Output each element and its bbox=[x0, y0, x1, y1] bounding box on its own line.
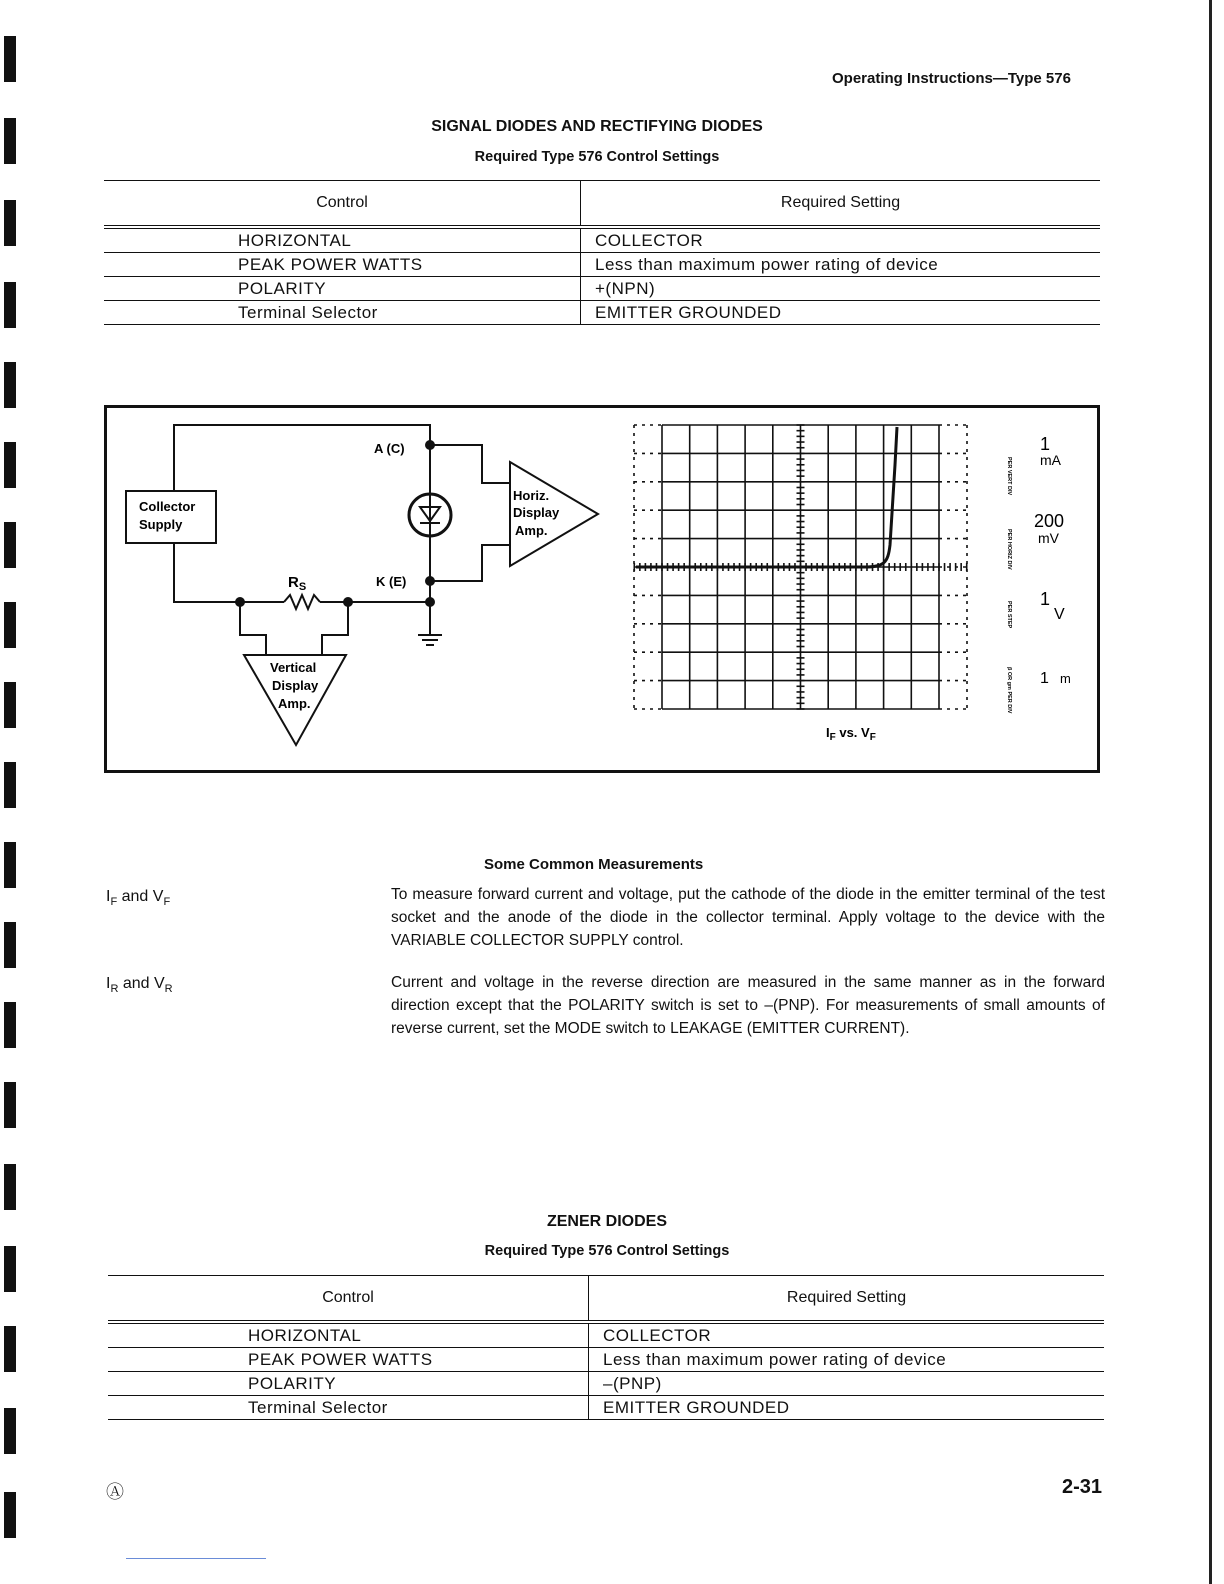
section-subtitle: Required Type 576 Control Settings bbox=[484, 1243, 730, 1259]
publisher-logo: Ⓐ bbox=[106, 1482, 124, 1502]
measurement-description: Current and voltage in the reverse direction are measured in the same manner as in the forward direction except that the POLARITY switch is set to –(PNP). For measurements of small amounts of reverse current, set the MODE switch to LEAKAGE (EMITTER CURRENT). bbox=[391, 974, 1105, 1037]
setting-cell: Less than maximum power rating of device bbox=[581, 253, 1101, 277]
table-row bbox=[104, 301, 1100, 325]
control-settings-table bbox=[104, 180, 1100, 325]
readout-unit: V bbox=[1054, 606, 1065, 623]
vertical-amp-label: Vertical bbox=[270, 660, 317, 675]
setting-cell: COLLECTOR bbox=[589, 1322, 1105, 1348]
section-subtitle: Required Type 576 Control Settings bbox=[474, 149, 720, 165]
control-cell: HORIZONTAL bbox=[108, 1322, 589, 1348]
footer-rule bbox=[126, 1558, 266, 1559]
measurement-label: $I_F$ and $V_F$ bbox=[106, 888, 171, 909]
resistor-label: $R_S$ bbox=[288, 574, 307, 593]
control-cell: Terminal Selector bbox=[104, 301, 581, 325]
readout-label: PER STEP bbox=[1006, 601, 1012, 629]
table-row bbox=[104, 253, 1100, 277]
control-cell: Terminal Selector bbox=[108, 1396, 589, 1420]
readout-label: PER VERT DIV bbox=[1006, 457, 1012, 496]
readout-value: 1 bbox=[1040, 589, 1051, 609]
measurements-title: Some Common Measurements bbox=[484, 856, 704, 873]
section-title: ZENER DIODES bbox=[546, 1213, 667, 1230]
horiz-amp-label: Horiz. bbox=[513, 488, 550, 503]
setting-cell: Less than maximum power rating of device bbox=[589, 1348, 1105, 1372]
control-cell: POLARITY bbox=[108, 1372, 589, 1396]
setting-cell: +(NPN) bbox=[581, 277, 1101, 301]
running-header: Operating Instructions—Type 576 bbox=[832, 70, 1071, 87]
control-cell: PEAK POWER WATTS bbox=[104, 253, 581, 277]
vertical-amp-label: Display bbox=[272, 678, 319, 693]
circuit-wiring bbox=[174, 425, 514, 655]
column-header: Control bbox=[108, 1276, 589, 1323]
control-settings-table bbox=[108, 1275, 1104, 1420]
control-cell: HORIZONTAL bbox=[104, 227, 581, 253]
readout-label: PER HORIZ DIV bbox=[1006, 529, 1012, 570]
page-edge bbox=[1209, 0, 1212, 1584]
collector-supply-label: Supply bbox=[139, 517, 183, 532]
readout-unit: mV bbox=[1038, 530, 1059, 546]
measurement-label: $I_R$ and $V_R$ bbox=[106, 975, 173, 996]
table-row bbox=[108, 1396, 1104, 1420]
column-header: Required Setting bbox=[589, 1276, 1105, 1323]
vertical-amp-label: Amp. bbox=[278, 696, 311, 711]
cathode-label: K (E) bbox=[376, 574, 407, 589]
table-row bbox=[108, 1322, 1104, 1348]
column-header: Required Setting bbox=[581, 181, 1101, 228]
readout-panel bbox=[1006, 434, 1071, 714]
page-number: 2-31 bbox=[1062, 1476, 1103, 1498]
readout-label: β OR gm PER DIV bbox=[1006, 667, 1012, 714]
table-header-row bbox=[104, 181, 1100, 228]
iv-curve bbox=[636, 427, 897, 567]
section-title: SIGNAL DIODES AND RECTIFYING DIODES bbox=[431, 118, 763, 135]
diode-symbol bbox=[409, 494, 451, 536]
readout-value: 200 bbox=[1034, 511, 1065, 531]
setting-cell: EMITTER GROUNDED bbox=[589, 1396, 1105, 1420]
table-row bbox=[104, 227, 1100, 253]
table-header-row bbox=[108, 1276, 1104, 1323]
anode-label: A (C) bbox=[374, 441, 405, 456]
table-row bbox=[108, 1372, 1104, 1396]
setting-cell: COLLECTOR bbox=[581, 227, 1101, 253]
collector-supply-label: Collector bbox=[139, 499, 196, 514]
setting-cell: –(PNP) bbox=[589, 1372, 1105, 1396]
readout-unit: m bbox=[1060, 671, 1071, 686]
readout-value: 1 bbox=[1040, 670, 1049, 687]
ground-symbol bbox=[418, 635, 442, 645]
readout-unit: mA bbox=[1040, 452, 1061, 468]
table-row bbox=[104, 277, 1100, 301]
control-cell: POLARITY bbox=[104, 277, 581, 301]
readout-value: 1 bbox=[1040, 434, 1051, 454]
control-cell: PEAK POWER WATTS bbox=[108, 1348, 589, 1372]
circuit-figure bbox=[104, 405, 1100, 773]
setting-cell: EMITTER GROUNDED bbox=[581, 301, 1101, 325]
column-header: Control bbox=[104, 181, 581, 228]
table-row bbox=[108, 1348, 1104, 1372]
horiz-amp-label: Display bbox=[513, 505, 560, 520]
measurement-description: To measure forward current and voltage, put the cathode of the diode in the emitter terminal of the test socket and the anode of the diode in the collector terminal. Apply voltage to the device with the VARIABLE COLLECTOR SUPPLY control. bbox=[391, 886, 1105, 949]
horiz-amp-label: Amp. bbox=[515, 523, 548, 538]
graph-caption: $I_F$ vs. $V_F$ bbox=[826, 725, 876, 743]
